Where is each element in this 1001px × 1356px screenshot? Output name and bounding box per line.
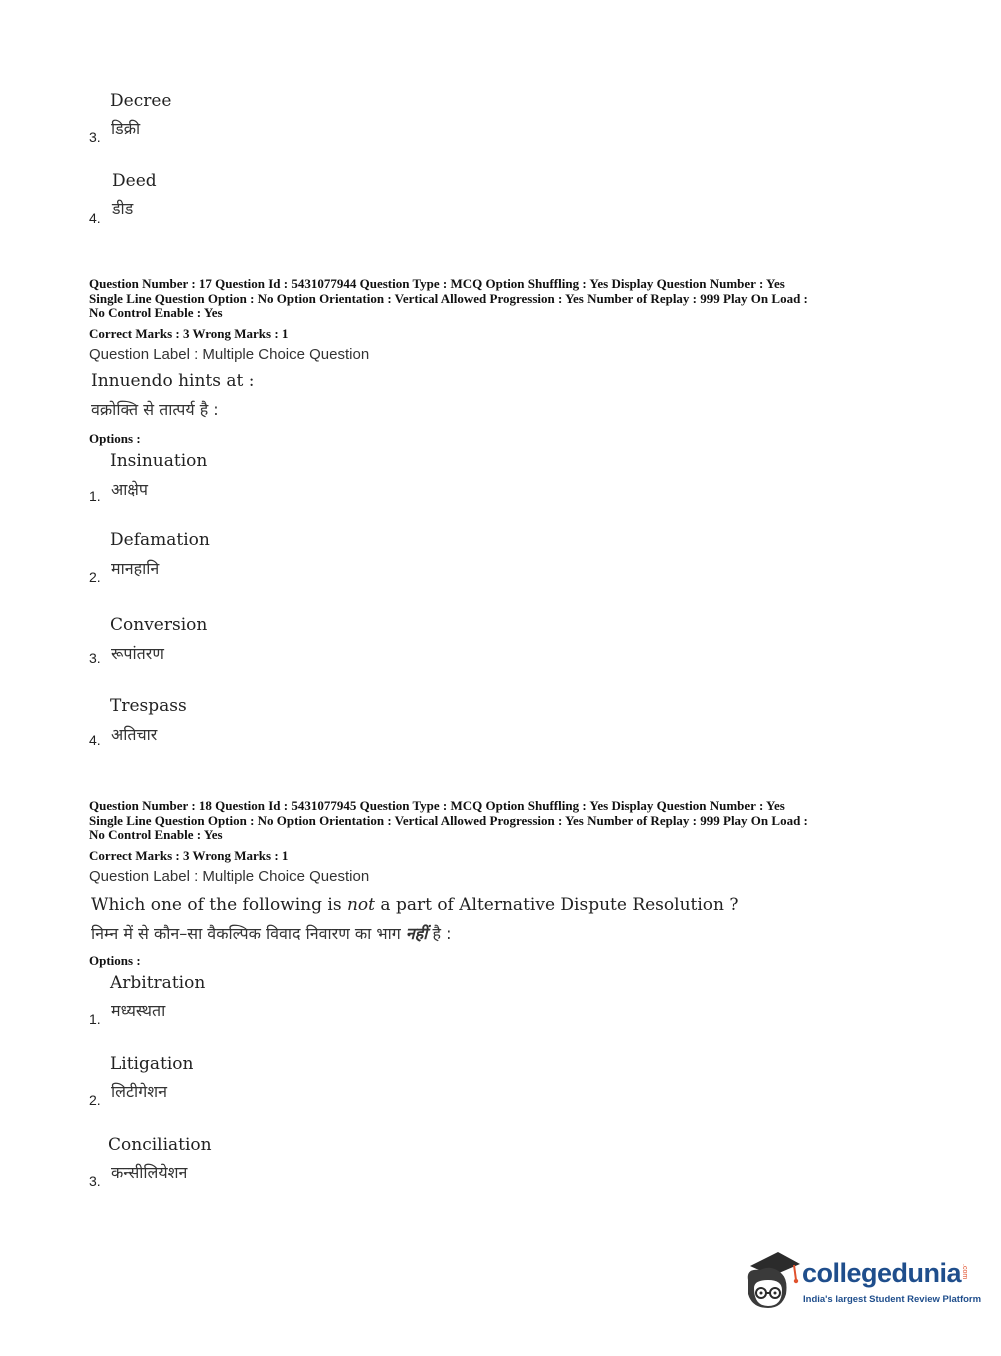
question-text-en: Innuendo hints at :: [91, 371, 255, 391]
option-text-hi: मध्यस्थता: [111, 1001, 166, 1020]
option-number: 3.: [89, 650, 101, 666]
logo-suffix: .com: [961, 1264, 968, 1280]
question-text-en: [91, 895, 739, 915]
question-marks: Correct Marks : 3 Wrong Marks : 1: [89, 326, 289, 341]
question-metadata: [89, 277, 919, 321]
option-text-en: Decree: [110, 91, 172, 111]
option-text-en: Conciliation: [108, 1135, 212, 1155]
mascot-icon: [742, 1250, 802, 1312]
question-metadata: [89, 799, 919, 843]
option-text-hi: कन्सीलियेशन: [111, 1163, 188, 1182]
option-text-hi: अतिचार: [111, 725, 158, 744]
question-text-part: निम्न में से कौन–सा वैकल्पिक विवाद निवारण का भाग: [91, 924, 406, 943]
logo-wordmark: collegedunia: [802, 1258, 962, 1288]
question-marks: Correct Marks : 3 Wrong Marks : 1: [89, 848, 289, 863]
option-number: 3.: [89, 129, 101, 145]
question-text-emphasis: नहीं: [405, 924, 428, 943]
question-text-part: Which one of the following is: [91, 895, 347, 915]
option-text-en: Deed: [112, 171, 157, 191]
question-text-emphasis: not: [346, 895, 375, 915]
options-label: Options :: [89, 953, 141, 968]
metadata-line: Single Line Question Option : No Option Orientation : Vertical Allowed Progression : Yes Number of Replay : 999 Play On Load :: [89, 290, 808, 306]
option-text-en: Conversion: [110, 615, 208, 635]
collegedunia-logo: [742, 1250, 982, 1312]
option-text-en: Litigation: [110, 1054, 194, 1074]
option-text-en: Trespass: [110, 696, 187, 716]
option-text-en: Insinuation: [110, 451, 208, 471]
option-number: 3.: [89, 1173, 101, 1189]
metadata-line: No Control Enable : Yes: [89, 305, 223, 321]
metadata-line: Question Number : 18 Question Id : 5431077945 Question Type : MCQ Option Shuffling : Yes Display Question Number : Yes: [89, 798, 785, 813]
option-text-en: Arbitration: [110, 973, 206, 993]
options-label: Options :: [89, 431, 141, 446]
option-text-hi: लिटीगेशन: [111, 1082, 167, 1101]
metadata-line: No Control Enable : Yes: [89, 827, 223, 843]
option-number: 4.: [89, 732, 101, 748]
option-text-hi: आक्षेप: [111, 480, 148, 499]
question-label: Question Label : Multiple Choice Question: [89, 868, 370, 885]
metadata-line: Single Line Question Option : No Option Orientation : Vertical Allowed Progression : Yes Number of Replay : 999 Play On Load :: [89, 812, 808, 828]
option-number: 1.: [89, 1011, 101, 1027]
option-text-hi: डिक्री: [111, 119, 141, 138]
question-text-part: a part of Alternative Dispute Resolution ?: [375, 895, 739, 915]
option-text-hi: रूपांतरण: [111, 644, 164, 663]
question-text-hi: वक्रोक्ति से तात्पर्य है :: [91, 400, 219, 419]
logo-tagline: India's largest Student Review Platform: [803, 1294, 982, 1305]
question-label: Question Label : Multiple Choice Question: [89, 346, 370, 363]
option-text-hi: मानहानि: [111, 559, 160, 578]
question-text-part: है :: [427, 924, 452, 943]
option-number: 2.: [89, 1092, 101, 1108]
option-number: 2.: [89, 569, 101, 585]
metadata-line: Question Number : 17 Question Id : 5431077944 Question Type : MCQ Option Shuffling : Yes Display Question Number : Yes: [89, 276, 785, 291]
option-text-hi: डीड: [112, 199, 134, 218]
question-text-hi: [91, 922, 451, 944]
option-number: 1.: [89, 488, 101, 504]
option-number: 4.: [89, 210, 101, 226]
option-text-en: Defamation: [110, 530, 210, 550]
